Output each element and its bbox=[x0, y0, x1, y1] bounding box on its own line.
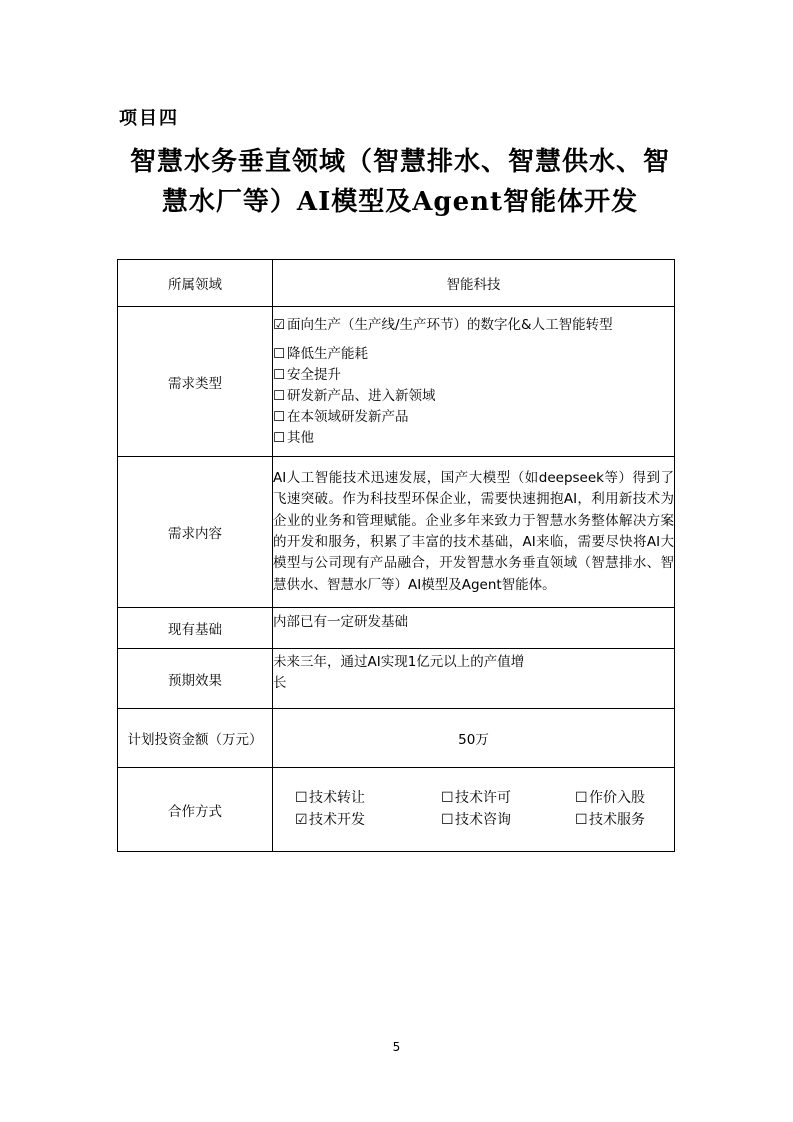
demand-type-options bbox=[273, 307, 675, 457]
cooperation-options bbox=[273, 768, 675, 852]
option-label: 其他 bbox=[287, 429, 314, 446]
option-label: 面向生产（生产线/生产环节）的数字化&人工智能转型 bbox=[287, 316, 613, 333]
checkbox-icon: ☐ bbox=[273, 345, 286, 362]
expected-effect-line-2: 长 bbox=[273, 675, 287, 691]
project-label: 项目四 bbox=[119, 108, 179, 129]
cooperation-label: 合作方式 bbox=[118, 768, 273, 852]
demand-option-1[interactable] bbox=[273, 344, 674, 365]
checkbox-icon: ☐ bbox=[273, 429, 286, 446]
field-value: 智能科技 bbox=[273, 260, 675, 307]
existing-basis-value: 内部已有一定研发基础 bbox=[273, 608, 675, 649]
page-number: 5 bbox=[392, 1040, 401, 1054]
option-label: 技术开发 bbox=[309, 812, 365, 828]
investment-label: 计划投资金额（万元） bbox=[118, 709, 273, 768]
checkbox-icon: ☐ bbox=[273, 366, 286, 383]
checkbox-icon: ☐ bbox=[295, 790, 308, 806]
option-label: 降低生产能耗 bbox=[287, 345, 368, 362]
option-label: 在本领域研发新产品 bbox=[287, 408, 409, 425]
field-label: 所属领域 bbox=[118, 260, 273, 307]
expected-effect-line-1: 未来三年，通过AI实现1亿元以上的产值增 bbox=[273, 654, 525, 670]
option-label: 技术转让 bbox=[309, 790, 365, 806]
row-demand-content bbox=[118, 457, 675, 608]
demand-type-label: 需求类型 bbox=[118, 307, 273, 457]
checkbox-icon: ☐ bbox=[575, 812, 588, 828]
checkbox-icon: ☐ bbox=[441, 790, 454, 806]
option-label: 技术许可 bbox=[455, 790, 511, 806]
requirement-form-table bbox=[117, 259, 675, 852]
demand-option-3[interactable] bbox=[273, 386, 674, 407]
coop-option-4[interactable] bbox=[441, 810, 575, 831]
option-label: 安全提升 bbox=[287, 366, 341, 383]
coop-option-0[interactable] bbox=[295, 788, 441, 809]
investment-value: 50万 bbox=[273, 709, 675, 768]
document-title bbox=[120, 142, 680, 222]
option-label: 技术服务 bbox=[589, 812, 645, 828]
coop-option-3[interactable] bbox=[295, 810, 441, 831]
row-demand-type bbox=[118, 307, 675, 457]
demand-content-cell bbox=[273, 457, 675, 608]
demand-option-5[interactable] bbox=[273, 428, 674, 449]
checkbox-icon: ☑ bbox=[295, 812, 308, 828]
row-investment bbox=[118, 709, 675, 768]
option-label: 研发新产品、进入新领域 bbox=[287, 387, 436, 404]
checkbox-icon: ☐ bbox=[273, 387, 286, 404]
expected-effect-label: 预期效果 bbox=[118, 649, 273, 709]
title-line-2: 慧水厂等）AI模型及Agent智能体开发 bbox=[161, 187, 639, 217]
demand-option-0[interactable] bbox=[273, 315, 674, 336]
demand-option-4[interactable] bbox=[273, 407, 674, 428]
row-cooperation bbox=[118, 768, 675, 852]
demand-option-2[interactable] bbox=[273, 365, 674, 386]
checkbox-icon: ☐ bbox=[441, 812, 454, 828]
checkbox-icon: ☐ bbox=[575, 790, 588, 806]
coop-option-2[interactable] bbox=[575, 788, 685, 809]
checkbox-icon: ☑ bbox=[273, 316, 286, 333]
checkbox-icon: ☐ bbox=[273, 408, 286, 425]
title-line-1: 智慧水务垂直领域（智慧排水、智慧供水、智 bbox=[129, 147, 670, 177]
demand-content-text: AI人工智能技术迅速发展，国产大模型（如deepseek等）得到了飞速突破。作为科技型环保企业，需要快速拥抱AI，利用新技术为企业的业务和管理赋能。企业多年来致力于智慧水务整体解决方案的开发和服务，积累了丰富的技术基础，AI来临，需要尽快将AI大模型与公司现有产品融合，开发智慧水务垂直领域（智慧排水、智慧供水、智慧水厂等）AI模型及Agent智能体。 bbox=[273, 470, 674, 593]
expected-effect-value bbox=[273, 649, 675, 709]
coop-option-5[interactable] bbox=[575, 810, 685, 831]
coop-option-1[interactable] bbox=[441, 788, 575, 809]
option-label: 作价入股 bbox=[589, 790, 645, 806]
demand-content-label: 需求内容 bbox=[118, 457, 273, 608]
existing-basis-label: 现有基础 bbox=[118, 608, 273, 649]
row-expected-effect bbox=[118, 649, 675, 709]
row-existing-basis bbox=[118, 608, 675, 649]
row-field bbox=[118, 260, 675, 307]
option-label: 技术咨询 bbox=[455, 812, 511, 828]
